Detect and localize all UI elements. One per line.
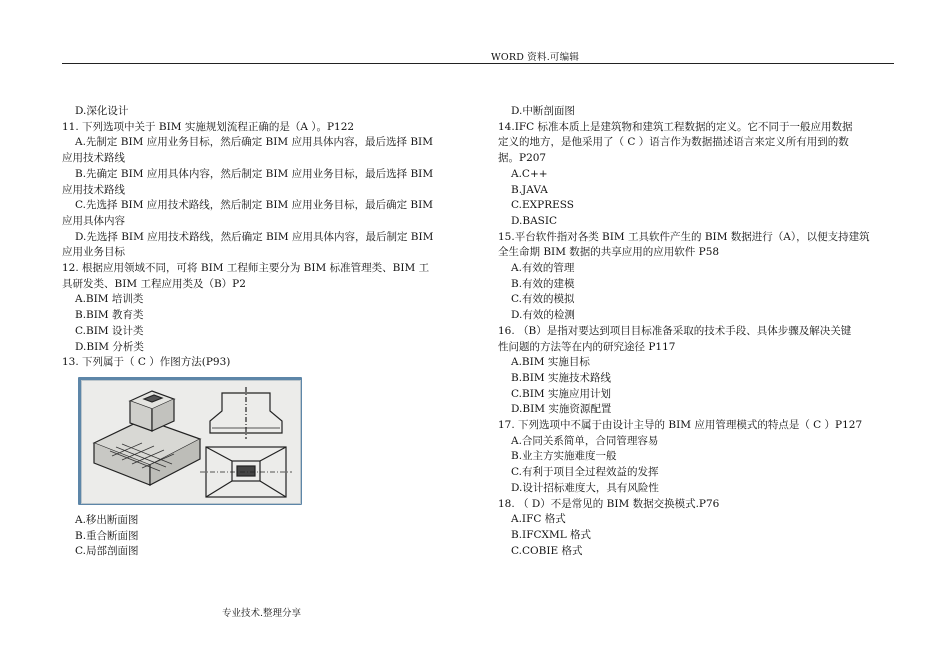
question-11 — [62, 120, 464, 261]
q15-stem-cont: 全生命期 BIM 数据的共享应用的应用软件 P58 — [498, 246, 720, 259]
q14-option-b: B.JAVA — [511, 183, 548, 196]
q14-option-d: D.BASIC — [511, 214, 558, 227]
technical-drawing-icon — [82, 381, 300, 503]
q16-option-a: A.BIM 实施目标 — [511, 356, 590, 369]
q11-option-a-cont: 应用技术路线 — [62, 152, 125, 165]
q10-option-d: D.深化设计 — [75, 105, 129, 117]
page-header: WORD 资料.可编辑 — [490, 52, 580, 63]
q15-option-c: C.有效的模拟 — [511, 293, 575, 306]
question-16 — [498, 324, 896, 418]
q15-option-b: B.有效的建模 — [511, 277, 575, 290]
q12-option-a: A.BIM 培训类 — [75, 293, 144, 306]
header-divider — [62, 63, 894, 64]
q14-stem: 14.IFC 标准本质上是建筑物和建筑工程数据的定义。它不同于一般应用数据 — [498, 120, 853, 133]
q11-option-d-cont: 应用业务目标 — [62, 246, 125, 259]
q13-option-d: D.中断剖面图 — [511, 105, 575, 117]
q16-stem: 16. （B）是指对要达到项目目标准备采取的技术手段、具体步骤及解决关键 — [498, 324, 852, 337]
left-column — [62, 104, 464, 560]
q12-stem-cont: 具研发类、BIM 工程应用类及（B）P2 — [62, 277, 246, 290]
q12-option-c: C.BIM 设计类 — [75, 324, 144, 337]
q14-option-c: C.EXPRESS — [511, 199, 574, 212]
q13-drawing-photo — [78, 377, 302, 505]
q11-option-b: B.先确定 BIM 应用具体内容，然后制定 BIM 应用业务目标，最后选择 BIM — [75, 167, 434, 180]
right-column — [498, 104, 896, 559]
q15-option-d: D.有效的检测 — [511, 309, 575, 322]
q15-stem: 15.平台软件指对各类 BIM 工具软件产生的 BIM 数据进行（A），以便支持建筑 — [498, 230, 870, 243]
q13-stem: 13. 下列属于（ C ）作图方法(P93) — [62, 356, 231, 369]
q15-option-a: A.有效的管理 — [511, 262, 575, 275]
q14-stem-cont2: 据。P207 — [498, 152, 547, 165]
q18-stem: 18. （ D）不是常见的 BIM 数据交换模式.P76 — [498, 497, 720, 510]
q16-option-c: C.BIM 实施应用计划 — [511, 387, 611, 400]
q16-option-b: B.BIM 实施技术路线 — [511, 371, 612, 384]
q17-option-d: D.设计招标难度大，具有风险性 — [511, 481, 659, 494]
question-14 — [498, 120, 896, 230]
q16-option-d: D.BIM 实施资源配置 — [511, 403, 612, 416]
q18-option-b: B.IFCXML 格式 — [511, 528, 592, 541]
q11-stem: 11. 下列选项中关于 BIM 实施规划流程正确的是（A ）。P122 — [62, 120, 355, 133]
question-18 — [498, 497, 896, 560]
q13-option-a: A.移出断面图 — [75, 513, 139, 526]
question-17 — [498, 418, 896, 497]
drawing-paper — [81, 380, 301, 504]
q16-stem-cont: 性问题的方法等在内的研究途径 P117 — [498, 340, 676, 353]
q11-option-c: C.先选择 BIM 应用技术路线，然后制定 BIM 应用业务目标，最后确定 BIM — [75, 199, 434, 212]
q12-option-b: B.BIM 教育类 — [75, 309, 144, 322]
q11-option-a: A.先制定 BIM 应用业务目标，然后确定 BIM 应用具体内容，最后选择 BIM — [75, 136, 433, 149]
q14-option-a: A.C++ — [511, 167, 548, 180]
q13-option-c: C.局部剖面图 — [75, 545, 139, 558]
q17-option-a: A.合同关系简单，合同管理容易 — [511, 434, 659, 447]
q12-stem: 12. 根据应用领域不同，可将 BIM 工程师主要分为 BIM 标准管理类、BIM 工 — [62, 262, 430, 275]
q11-option-b-cont: 应用技术路线 — [62, 183, 125, 196]
question-12 — [62, 261, 464, 355]
q17-option-b: B.业主方实施难度一般 — [511, 450, 617, 463]
q17-stem: 17. 下列选项中不属于由设计主导的 BIM 应用管理模式的特点是（ C ）P127 — [498, 419, 863, 432]
q11-option-c-cont: 应用具体内容 — [62, 214, 125, 227]
q11-option-d: D.先选择 BIM 应用技术路线，然后确定 BIM 应用具体内容，最后制定 BIM — [75, 230, 434, 243]
q13-option-b: B.重合断面图 — [75, 529, 139, 542]
q18-option-c: C.COBIE 格式 — [511, 544, 583, 557]
question-15 — [498, 230, 896, 324]
q18-option-a: A.IFC 格式 — [511, 513, 566, 526]
page-footer: 专业技术.整理分享 — [222, 608, 302, 619]
q14-stem-cont: 定义的地方，是他采用了（ C ）语言作为数据描述语言来定义所有用到的数 — [498, 136, 849, 149]
question-13 — [62, 355, 464, 560]
q12-option-d: D.BIM 分析类 — [75, 340, 144, 353]
q17-option-c: C.有利于项目全过程效益的发挥 — [511, 466, 659, 479]
